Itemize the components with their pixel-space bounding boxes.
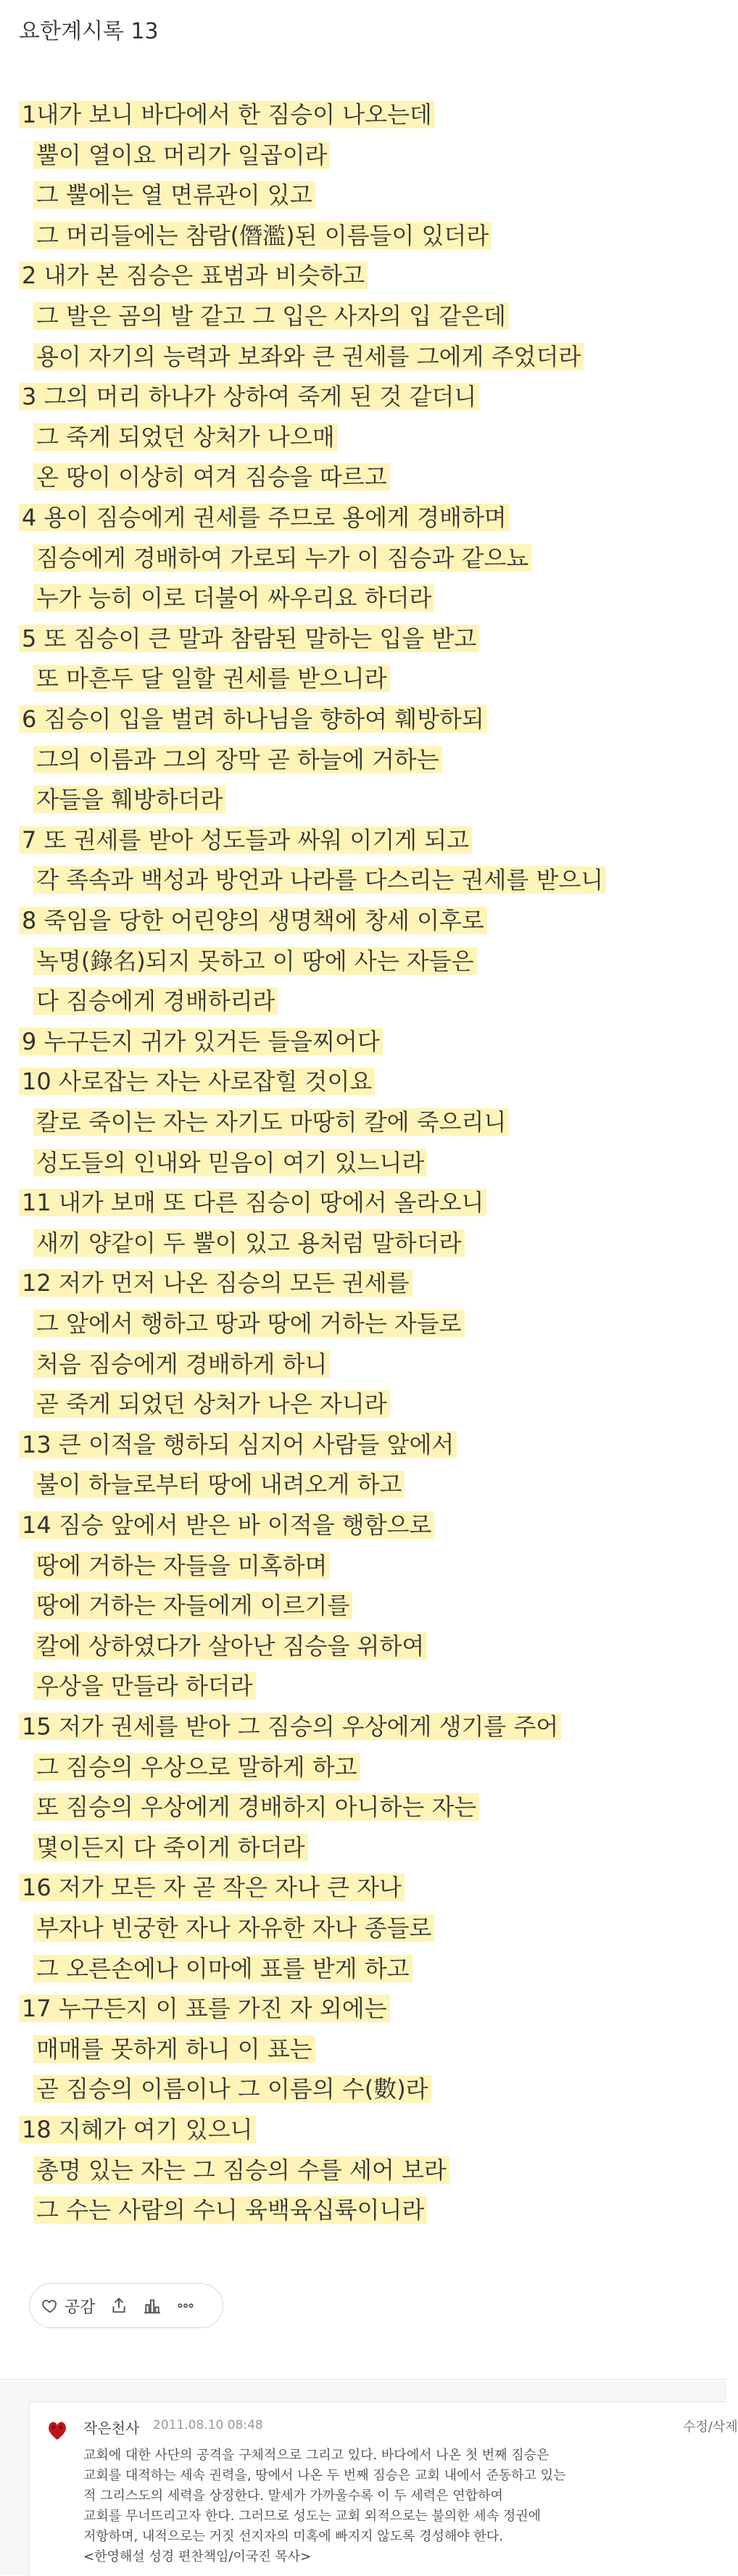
verse-line — [19, 1827, 308, 1868]
verse-line — [19, 376, 479, 417]
verse-text: 몇이든지 다 죽이게 하더라 — [33, 1834, 308, 1861]
verse-text: 새끼 양같이 두 뿔이 있고 용처럼 말하더라 — [33, 1229, 465, 1257]
verse-text: 그 발은 곰의 발 같고 그 입은 사자의 입 같은데 — [33, 302, 509, 330]
verse-line — [19, 1545, 330, 1586]
verse-text: 7 또 권세를 받아 성도들과 싸워 이기게 되고 — [19, 826, 472, 854]
verse-text: 뿔이 열이요 머리가 일곱이라 — [33, 141, 330, 169]
post-actions-bar — [29, 2283, 223, 2328]
verse-line — [19, 2190, 427, 2230]
comment-line: 적 그리스도의 세력을 상징한다. 말세가 가까울수록 이 두 세력은 연합하여 — [83, 2488, 503, 2504]
verse-text: 총명 있는 자는 그 짐승의 수를 세어 보라 — [33, 2156, 449, 2184]
verse-text: 또 마흔두 달 일할 권세를 받으니라 — [33, 665, 390, 692]
verse-text: 처음 짐승에게 경배하게 하니 — [33, 1350, 330, 1378]
verse-line — [19, 1263, 412, 1303]
verse-text: 그 머리들에는 참람(僭濫)된 이름들이 있더라 — [33, 222, 492, 249]
verse-text: 그 앞에서 행하고 땅과 땅에 거하는 자들로 — [33, 1310, 465, 1337]
verse-line — [19, 1505, 434, 1545]
verse-text: 8 죽임을 당한 어린양의 생명책에 창세 이후로 — [19, 907, 487, 934]
verse-line — [19, 417, 338, 457]
verse-text: 10 사로잡는 자는 사로잡힐 것이요 — [19, 1068, 375, 1095]
verse-text: 또 짐승의 우상에게 경배하지 아니하는 자는 — [33, 1793, 479, 1821]
verse-line — [19, 1908, 434, 1948]
verse-line — [19, 336, 584, 377]
verse-text: 그 뿔에는 열 면류관이 있고 — [33, 181, 315, 209]
verse-line — [19, 699, 487, 739]
share-button[interactable] — [109, 2295, 129, 2316]
verse-text: 16 저가 모든 자 곧 작은 자나 큰 자나 — [19, 1874, 405, 1901]
verse-line — [19, 1464, 405, 1505]
verse-line — [19, 497, 510, 538]
verse-line — [19, 1948, 412, 1989]
verse-line — [19, 739, 442, 780]
verse-line — [19, 1706, 561, 1747]
verse-text: 곧 죽게 되었던 상처가 나은 자니라 — [33, 1390, 390, 1418]
verse-text: 녹명(錄名)되지 못하고 이 땅에 사는 자들은 — [33, 947, 477, 975]
comment-line: 교회에 대한 사단의 공격을 구체적으로 그리고 있다. 바다에서 나온 첫 번째 짐승은 — [83, 2448, 550, 2463]
verse-text: 짐승에게 경배하여 가로되 누가 이 짐승과 같으뇨 — [33, 544, 531, 572]
verse-text: 12 저가 먼저 나온 짐승의 모든 권세를 — [19, 1269, 412, 1297]
verse-text: 17 누구든지 이 표를 가진 자 외에는 — [19, 1995, 390, 2022]
verse-text: 온 땅이 이상히 여겨 짐승을 따르고 — [33, 463, 390, 491]
verse-line — [19, 1061, 375, 1102]
comment-section — [0, 2379, 738, 2575]
verse-text: 곧 짐승의 이름이나 그 이름의 수(數)라 — [33, 2075, 431, 2103]
verse-text: 칼에 상하였다가 살아난 짐승을 위하여 — [33, 1632, 427, 1660]
verse-text: 14 짐승 앞에서 받은 바 이적을 행함으로 — [19, 1511, 434, 1539]
like-label: 공감 — [65, 2298, 96, 2317]
verse-line — [19, 578, 434, 618]
verse-line — [19, 175, 315, 215]
verse-line — [19, 1102, 509, 1142]
comment-date: 2011.08.10 08:48 — [153, 2418, 263, 2432]
avatar[interactable] — [43, 2415, 72, 2444]
verse-line — [19, 1223, 465, 1263]
verse-line — [19, 1867, 405, 1908]
share-icon — [109, 2296, 128, 2315]
comment-item — [29, 2401, 738, 2576]
comment-line: 저항하며, 내적으로는 거짓 선지자의 미혹에 빠지지 않도록 경성해야 한다. — [83, 2529, 503, 2544]
verse-text: 11 내가 보매 또 다른 짐승이 땅에서 올라오니 — [19, 1189, 486, 1216]
verse-line — [19, 779, 225, 820]
more-button[interactable] — [175, 2295, 196, 2316]
verse-text: 누가 능히 이로 더불어 싸우리요 하더라 — [33, 584, 434, 612]
verse-line — [19, 457, 390, 497]
verse-text: 성도들의 인내와 믿음이 여기 있느니라 — [33, 1149, 427, 1176]
verse-text: 칼로 죽이는 자는 자기도 마땅히 칼에 죽으리니 — [33, 1108, 509, 1136]
comment-line: <한영해설 성경 편찬책임/이국진 목사> — [83, 2549, 312, 2564]
verse-text: 자들을 훼방하더라 — [33, 786, 225, 813]
like-button[interactable] — [41, 2295, 96, 2317]
verse-line — [19, 658, 390, 699]
comment-edit-link[interactable]: 수정/삭제 — [683, 2419, 738, 2435]
verse-line — [19, 981, 278, 1021]
verse-line — [19, 1626, 427, 1666]
verse-text: 3 그의 머리 하나가 상하여 죽게 된 것 같더니 — [19, 383, 479, 410]
verse-line — [19, 820, 472, 860]
verse-line — [19, 1988, 390, 2029]
verse-line — [19, 860, 606, 900]
heart-icon — [41, 2297, 59, 2314]
verse-text: 부자나 빈궁한 자나 자유한 자나 종들로 — [33, 1914, 434, 1942]
verse-line — [19, 2109, 256, 2150]
more-icon — [176, 2296, 195, 2315]
verse-text: 그 오른손에나 이마에 표를 받게 하고 — [33, 1955, 412, 1982]
verse-line — [19, 2150, 449, 2190]
verse-text: 2 내가 본 짐승은 표범과 비슷하고 — [19, 262, 368, 289]
comment-author[interactable]: 작은천사 — [83, 2419, 140, 2437]
verse-line — [19, 1021, 383, 1062]
verse-line — [19, 1384, 390, 1424]
verse-text: 5 또 짐승이 큰 말과 참람된 말하는 입을 받고 — [19, 625, 479, 652]
verse-line — [19, 941, 477, 981]
verse-line — [19, 1344, 330, 1384]
verse-text: 땅에 거하는 자들을 미혹하며 — [33, 1552, 330, 1579]
comment-line: 교회를 대적하는 세속 권력을, 땅에서 나온 두 번째 짐승은 교회 내에서 준동하고 있는 — [83, 2468, 566, 2483]
verse-line — [19, 618, 479, 659]
verse-line — [19, 1666, 256, 1706]
verse-text: 9 누구든지 귀가 있거든 들을찌어다 — [19, 1028, 383, 1055]
verse-line — [19, 538, 531, 578]
verse-text: 그 죽게 되었던 상처가 나으매 — [33, 423, 338, 451]
verse-line — [19, 2029, 315, 2069]
verse-line — [19, 1585, 352, 1626]
verse-text: 땅에 거하는 자들에게 이르기를 — [33, 1592, 352, 1619]
verse-line — [19, 1182, 486, 1223]
verse-text: 우상을 만들라 하더라 — [33, 1672, 256, 1700]
verse-text: 1내가 보니 바다에서 한 짐승이 나오는데 — [19, 101, 435, 128]
comment-body — [83, 2446, 721, 2567]
verse-text: 6 짐승이 입을 벌려 하나님을 향하여 훼방하되 — [19, 705, 487, 733]
verse-text: 그의 이름과 그의 장막 곧 하늘에 거하는 — [33, 746, 442, 773]
verse-line — [19, 1787, 479, 1827]
verse-text: 용이 자기의 능력과 보좌와 큰 권세를 그에게 주었더라 — [33, 343, 584, 370]
verse-text: 그 짐승의 우상으로 말하게 하고 — [33, 1753, 360, 1781]
verse-text: 15 저가 권세를 받아 그 짐승의 우상에게 생기를 주어 — [19, 1713, 561, 1740]
verse-line — [19, 296, 509, 336]
verse-line — [19, 2069, 431, 2109]
verse-line — [19, 1303, 465, 1344]
verse-line — [19, 255, 368, 296]
verse-text: 그 수는 사람의 수니 육백육십륙이니라 — [33, 2196, 427, 2224]
verse-text: 4 용이 짐승에게 권세를 주므로 용에게 경배하며 — [19, 504, 510, 531]
stats-button[interactable] — [142, 2295, 162, 2316]
comment-line: 교회를 무너뜨리고자 한다. 그러므로 성도는 교회 외적으로는 불의한 세속 정권에 — [83, 2509, 542, 2524]
verse-text: 불이 하늘로부터 땅에 내려오게 하고 — [33, 1471, 405, 1498]
verse-line — [19, 1424, 457, 1465]
verse-text: 매매를 못하게 하니 이 표는 — [33, 2035, 315, 2063]
verse-text: 각 족속과 백성과 방언과 나라를 다스리는 권세를 받으니 — [33, 866, 606, 894]
verse-line — [19, 135, 330, 175]
verse-line — [19, 1142, 427, 1183]
verse-line — [19, 1747, 360, 1787]
verse-line — [19, 900, 487, 941]
verse-text: 13 큰 이적을 행하되 심지어 사람들 앞에서 — [19, 1431, 457, 1458]
post-title: 요한계시록 13 — [19, 19, 159, 44]
verse-text: 18 지혜가 여기 있으니 — [19, 2116, 256, 2143]
verse-line — [19, 94, 435, 135]
stats-icon — [143, 2296, 162, 2315]
verse-text: 다 짐승에게 경배하리라 — [33, 987, 278, 1015]
verse-line — [19, 215, 492, 256]
